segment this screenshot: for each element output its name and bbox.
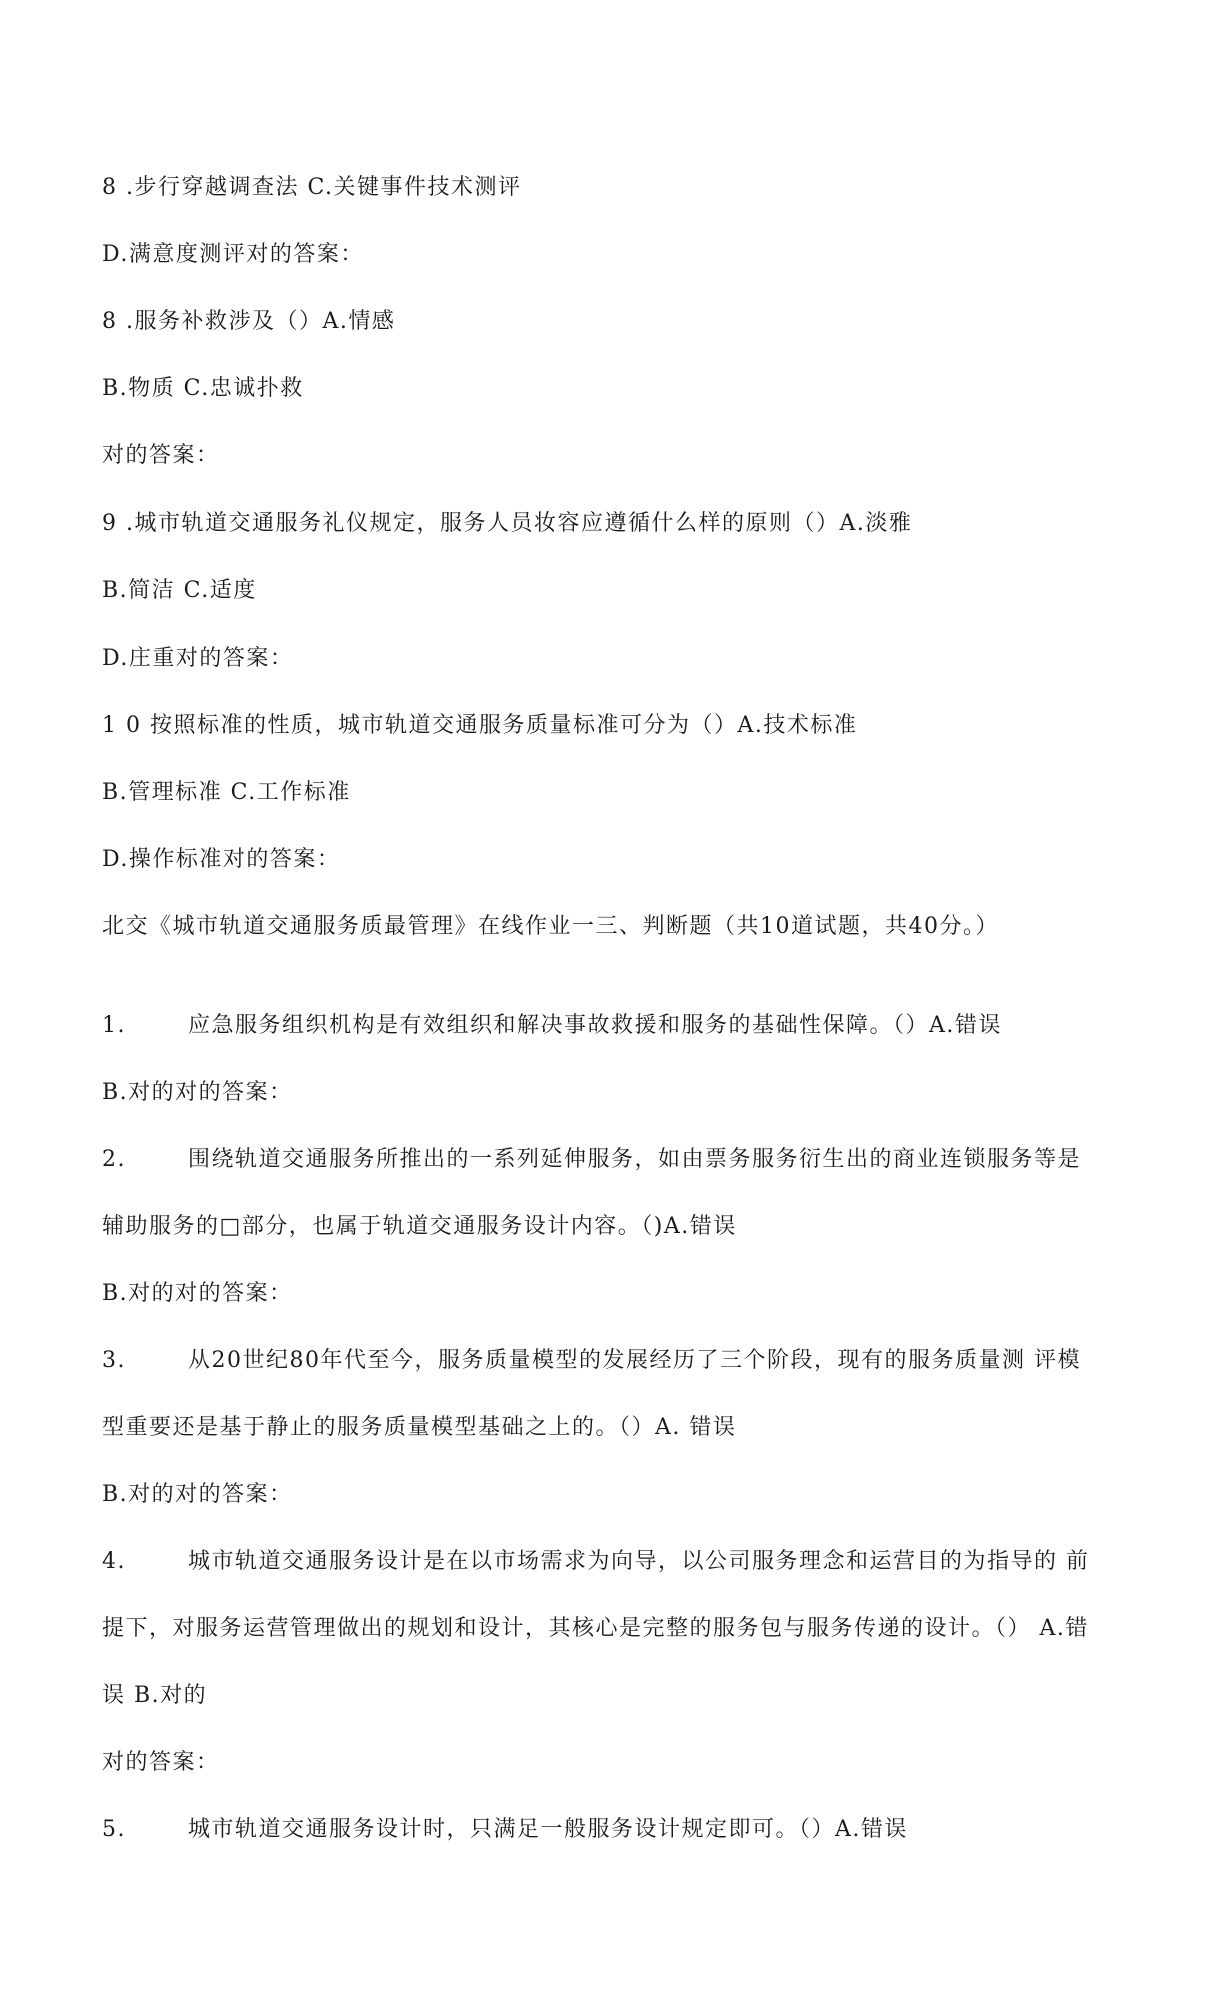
answer-line: B.对的对的答案： [102,1281,293,1306]
answer-line: 对的答案： [102,1750,220,1775]
question-continuation: 型重要还是基于静止的服务质量模型基础之上的。（）A. 错误 [102,1415,737,1440]
text-line: D.满意度测评对的答案： [102,242,364,267]
question-number: 5. [102,1817,126,1842]
text-line: D.庄重对的答案： [102,646,294,671]
question-text: 从20世纪80年代至今，服务质量模型的发展经历了三个阶段，现有的服务质量测 评模 [188,1348,1081,1373]
question-text: 应急服务组织机构是有效组织和解决事故救援和服务的基础性保障。（）A.错误 [188,1013,1002,1038]
question-item [102,1548,1090,1576]
question-item [102,1347,1081,1375]
text-line: B.管理标准 C.工作标准 [102,780,351,805]
question-number: 2. [102,1147,126,1172]
text-line: D.操作标准对的答案： [102,847,341,872]
question-text: 城市轨道交通服务设计时，只满足一般服务设计规定即可。（）A.错误 [188,1817,908,1842]
question-number: 3. [102,1348,126,1373]
answer-line: B.对的对的答案： [102,1482,293,1507]
question-text: 城市轨道交通服务设计是在以市场需求为向导，以公司服务理念和运营目的为指导的 前 [188,1549,1090,1574]
question-item [102,1012,1002,1040]
text-line: 对的答案： [102,443,220,468]
text-line: B.简洁 C.适度 [102,578,257,603]
section-heading: 北交《城市轨道交通服务质最管理》在线作业一三、判断题（共10道试题，共40分。） [102,914,999,939]
question-number: 4. [102,1549,126,1574]
text-line: B.物质 C.忠诚扑救 [102,376,304,401]
question-continuation: 辅助服务的□部分，也属于轨道交通服务设计内容。（)A.错误 [102,1214,737,1239]
question-number: 1. [102,1013,126,1038]
text-line: 8 .步行穿越调查法 C.关键事件技术测评 [102,175,522,200]
text-line: 9 .城市轨道交通服务礼仪规定，服务人员妆容应遵循什么样的原则（）A.淡雅 [102,511,913,536]
question-text: 围绕轨道交通服务所推出的一系列延伸服务，如由票务服务衍生出的商业连锁服务等是 [188,1147,1082,1172]
question-continuation: 误 B.对的 [102,1683,208,1708]
text-line: 1 0 按照标准的性质，城市轨道交通服务质量标准可分为（）A.技术标准 [102,713,858,738]
text-line: 8 .服务补救涉及（）A.情感 [102,309,396,334]
question-item [102,1146,1081,1174]
question-continuation: 提下，对服务运营管理做出的规划和设计，其核心是完整的服务包与服务传递的设计。（） A.错 [102,1616,1089,1641]
answer-line: B.对的对的答案： [102,1080,293,1105]
question-item [102,1816,908,1844]
